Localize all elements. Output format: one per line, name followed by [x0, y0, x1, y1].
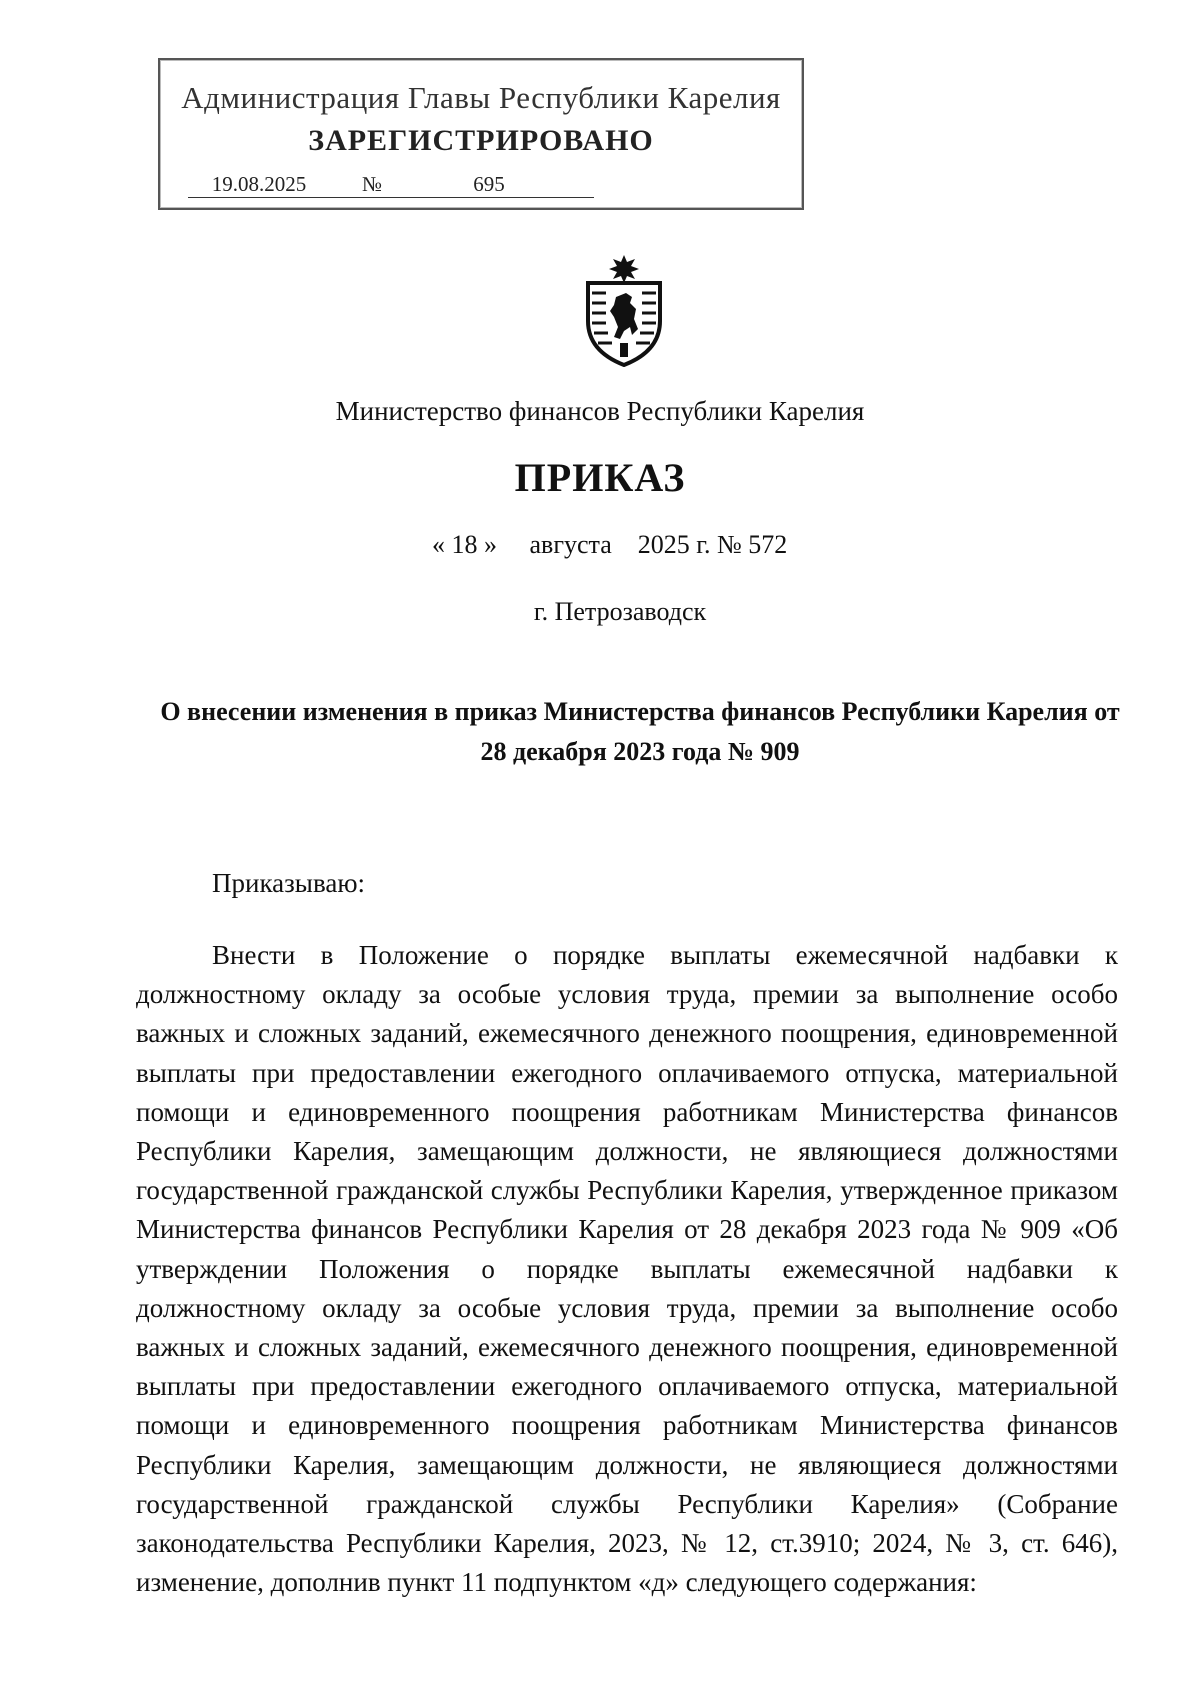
order-date-number: « 18 » августа 2025 г. № 572 [432, 530, 788, 559]
karelia-coat-of-arms-icon [580, 255, 668, 367]
city: г. Петрозаводск [533, 597, 707, 626]
order-word: Приказываю: [212, 868, 365, 898]
stamp-number-label: № [361, 172, 383, 196]
order-subject: О внесении изменения в приказ Министерства финансов Республики Карелия от 28 декабря 2023 года № 909 [160, 697, 1120, 766]
stamp-registration-row [188, 172, 594, 198]
ministry-name: Министерство финансов Республики Карелия [335, 396, 865, 426]
stamp-gap [330, 172, 360, 198]
stamp-date: 19.08.2025 [188, 172, 330, 198]
document-type: ПРИКАЗ [514, 455, 686, 500]
order-body: Внести в Положение о порядке выплаты ежемесячной надбавки к должностному окладу за особые условия труда, премии за выполнение особо важных и сложных заданий, ежемесячного денежного поощрения, единовременной выплаты при предоставлении ежегодного оплачиваемого отпуска, материальной помощи и единовременного поощрения работникам Министерства финансов Республики Карелия, замещающим должности, не являющиеся должностями государственной гражданской службы Республики Карелия, утвержденное приказом Министерства финансов Республики Карелия от 28 декабря 2023 года № 909 «Об утверждении Положения о порядке выплаты ежемесячной надбавки к должностному окладу за особые условия труда, премии за выполнение особо важных и сложных заданий, ежемесячного денежного поощрения, единовременной выплаты при предоставлении ежегодного оплачиваемого отпуска, материальной помощи и единовременного поощрения работникам Министерства финансов Республики Карелия, замещающим должности, не являющиеся должностями государственной гражданской службы Республики Карелия» (Собрание законодательства Республики Карелия, 2023, № 12, ст.3910; 2024, № 3, ст. 646), изменение, дополнив пункт 11 подпунктом «д» следующего содержания: [136, 940, 1118, 1598]
stamp-status: ЗАРЕГИСТРИРОВАНО [308, 124, 654, 157]
stamp-organization: Администрация Главы Республики Карелия [181, 80, 781, 115]
stamp-number: 695 [384, 172, 594, 198]
registration-stamp [158, 58, 804, 210]
